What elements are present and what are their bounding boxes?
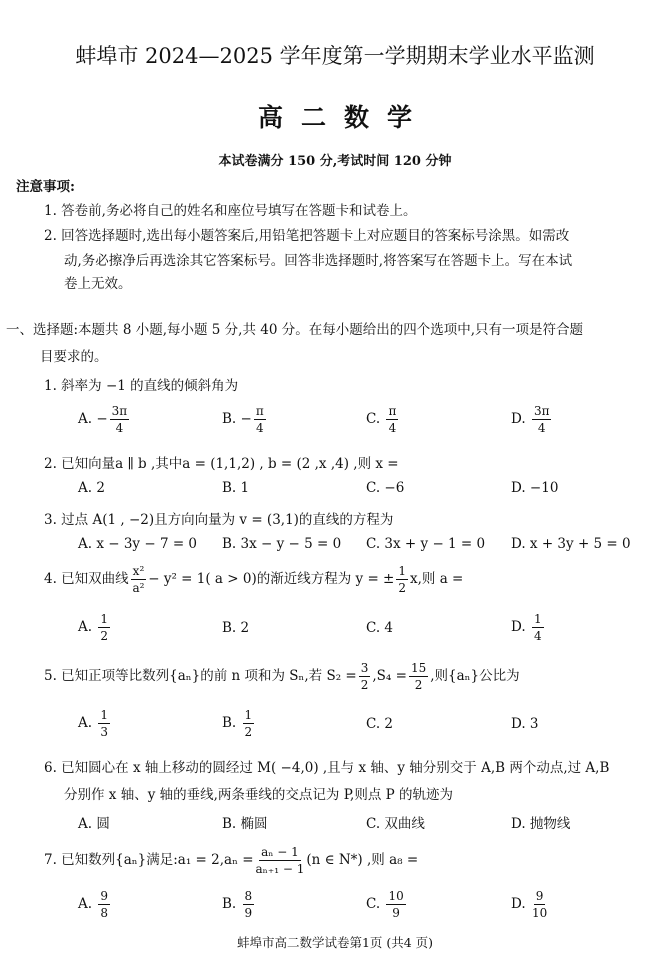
question-4-option-b: B. 2	[222, 620, 250, 636]
notice-item-2-cont2: 卷上无效。	[64, 276, 132, 292]
question-3-option-b: B. 3x − y − 5 = 0	[222, 536, 342, 552]
page-footer: 蚌埠市高二数学试卷第1页 (共4 页)	[236, 935, 434, 950]
question-3-option-a: A. x − 3y − 7 = 0	[78, 536, 198, 552]
notice-heading: 注意事项:	[16, 179, 75, 195]
question-7-option-d: D. $\frac{9}{10}$	[511, 889, 548, 920]
question-1-option-b: B. − $\frac{\pi}{4}$	[222, 404, 264, 435]
question-6-stem: 6. 已知圆心在 x 轴上移动的圆经过 M( −4,0) ,且与 x 轴、y 轴分别交于 A,B 两个动点,过 A,B	[44, 760, 610, 776]
notice-item-1: 1. 答卷前,务必将自己的姓名和座位号填写在答题卡和试卷上。	[44, 203, 417, 219]
question-2-option-b: B. 1	[222, 480, 250, 496]
question-2-option-a: A. 2	[78, 480, 105, 496]
question-5-option-c: C. 2	[366, 716, 394, 732]
question-2-option-d: D. −10	[511, 480, 559, 496]
question-5-option-b: B. $\frac{1}{2}$	[222, 708, 253, 739]
question-7-option-a: A. $\frac{9}{8}$	[78, 889, 108, 920]
question-6-stem-cont: 分别作 x 轴、y 轴的垂线,两条垂线的交点记为 P,则点 P 的轨迹为	[64, 787, 454, 803]
question-1-option-a: A. − $\frac{3\pi}{4}$	[78, 404, 128, 435]
question-3-option-d: D. x + 3y + 5 = 0	[511, 536, 631, 552]
notice-item-2-cont: 动,务必擦净后再选涂其它答案标号。回答非选择题时,将答案写在答题卡上。写在本试	[64, 253, 573, 269]
question-1-option-c: C. $\frac{\pi}{4}$	[366, 404, 397, 435]
question-1-option-d: D. $\frac{3\pi}{4}$	[511, 404, 550, 435]
question-2-option-c: C. −6	[366, 480, 405, 496]
question-7-option-b: B. $\frac{8}{9}$	[222, 889, 253, 920]
section-heading-cont: 目要求的。	[40, 349, 108, 365]
question-2-stem: 2. 已知向量a ∥ b ,其中a = (1,1,2) , b = (2 ,x ,4) ,则 x =	[44, 456, 399, 472]
notice-item-2: 2. 回答选择题时,选出每小题答案后,用铅笔把答题卡上对应题目的答案标号涂黑。如需改	[44, 228, 570, 244]
question-5-option-a: A. $\frac{1}{3}$	[78, 708, 108, 739]
question-1-stem: 1. 斜率为 −1 的直线的倾斜角为	[44, 378, 239, 394]
exam-title: 蚌埠市 2024—2025 学年度第一学期期末学业水平监测	[75, 44, 595, 68]
section-heading: 一、选择题:本题共 8 小题,每小题 5 分,共 40 分。在每小题给出的四个选项中,只有一项是符合题	[6, 322, 584, 338]
question-4-option-a: A. $\frac{1}{2}$	[78, 612, 108, 643]
exam-subject: 高二数学	[257, 103, 430, 132]
question-3-stem: 3. 过点 A(1 , −2)且方向向量为 v = (3,1)的直线的方程为	[44, 512, 394, 528]
question-6-option-a: A. 圆	[78, 816, 110, 832]
question-5-stem: 5. 已知正项等比数列{aₙ}的前 n 项和为 Sₙ,若 S₂ = $\frac{3}{2}$ ,S₄ = $\frac{15}{2}$ ,则{aₙ}公比为	[44, 661, 520, 692]
question-6-option-c: C. 双曲线	[366, 816, 425, 832]
question-6-option-b: B. 椭圆	[222, 816, 268, 832]
question-6-option-d: D. 抛物线	[511, 816, 571, 832]
question-7-stem: 7. 已知数列{aₙ}满足:a₁ = 2,aₙ = $\frac{\text{aₙ − 1}}{\text{aₙ₊₁ − 1}}$ (n ∈ N*) ,则 a₈ =	[44, 845, 419, 876]
question-5-option-d: D. 3	[511, 716, 539, 732]
question-4-option-d: D. $\frac{1}{4}$	[511, 612, 542, 643]
question-4-option-c: C. 4	[366, 620, 394, 636]
question-7-option-c: C. $\frac{10}{9}$	[366, 889, 404, 920]
score-note: 本试卷满分 150 分,考试时间 120 分钟	[218, 154, 452, 169]
question-4-stem: 4. 已知双曲线 $\frac{\text{x²}}{\text{a²}}$ − y² = 1( a > 0)的渐近线方程为 y = ± $\frac{1}{2}$ x,则 a =	[44, 564, 464, 595]
question-3-option-c: C. 3x + y − 1 = 0	[366, 536, 486, 552]
